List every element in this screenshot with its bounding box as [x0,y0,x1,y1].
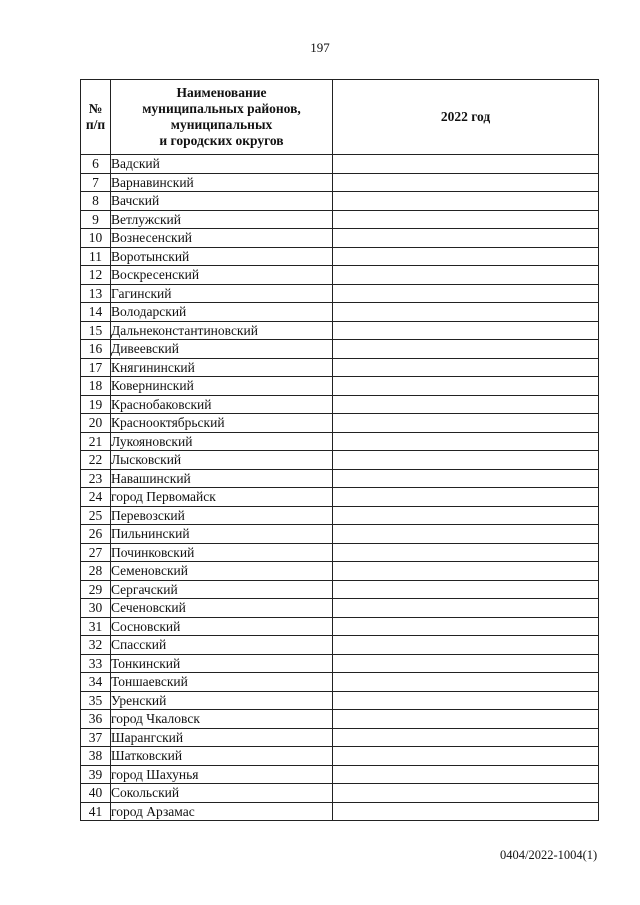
year-value [333,784,599,803]
table-row [81,765,599,784]
district-name: Сосновский [111,617,333,636]
year-value [333,728,599,747]
year-value [333,451,599,470]
district-name: Уренский [111,691,333,710]
year-value [333,173,599,192]
district-name: Воскресенский [111,266,333,285]
district-name: Семеновский [111,562,333,581]
row-number: 24 [81,488,111,507]
header-num [81,80,111,155]
district-name: Вадский [111,155,333,174]
header-name-line-3: муниципальных [170,117,273,132]
row-number: 7 [81,173,111,192]
row-number: 26 [81,525,111,544]
row-number: 34 [81,673,111,692]
district-name: город Первомайск [111,488,333,507]
year-value [333,506,599,525]
header-num-line-1: № [88,101,103,116]
district-name: Навашинский [111,469,333,488]
header-name-line-1: Наименование [176,85,267,100]
district-name: город Чкаловск [111,710,333,729]
row-number: 31 [81,617,111,636]
table-row [81,728,599,747]
row-number: 40 [81,784,111,803]
year-value [333,580,599,599]
district-name: Воротынский [111,247,333,266]
year-value [333,599,599,618]
row-number: 10 [81,229,111,248]
row-number: 15 [81,321,111,340]
year-value [333,673,599,692]
table-row [81,266,599,285]
district-name: Княгининский [111,358,333,377]
year-value [333,192,599,211]
year-value [333,617,599,636]
table-row [81,488,599,507]
header-name-line-2: муниципальных районов, [142,101,301,116]
row-number: 8 [81,192,111,211]
header-name-line-4: и городских округов [159,133,284,148]
year-value [333,710,599,729]
district-name: Лысковский [111,451,333,470]
district-name: Вачский [111,192,333,211]
page-number: 197 [310,40,330,55]
year-value [333,229,599,248]
district-name: Дальнеконстантиновский [111,321,333,340]
table-row [81,358,599,377]
row-number: 25 [81,506,111,525]
district-name: Перевозский [111,506,333,525]
table-row [81,673,599,692]
table-row [81,451,599,470]
districts-table [80,79,599,821]
row-number: 22 [81,451,111,470]
table-row [81,599,599,618]
table-row [81,691,599,710]
year-value [333,636,599,655]
district-name: Тоншаевский [111,673,333,692]
header-num-line-2: п/п [85,117,106,132]
row-number: 33 [81,654,111,673]
row-number: 11 [81,247,111,266]
table-row [81,432,599,451]
district-name: Володарский [111,303,333,322]
table-row [81,414,599,433]
district-name: Гагинский [111,284,333,303]
row-number: 39 [81,765,111,784]
row-number: 13 [81,284,111,303]
row-number: 38 [81,747,111,766]
table-body [81,155,599,821]
table-row [81,580,599,599]
table-row [81,802,599,821]
header-name [111,80,333,155]
district-name: Сокольский [111,784,333,803]
year-value [333,155,599,174]
table-row [81,636,599,655]
row-number: 9 [81,210,111,229]
table-row [81,321,599,340]
row-number: 37 [81,728,111,747]
district-name: Спасский [111,636,333,655]
row-number: 20 [81,414,111,433]
table-row [81,469,599,488]
table-row [81,155,599,174]
table-row [81,247,599,266]
table-row [81,506,599,525]
table-row [81,525,599,544]
table-row [81,710,599,729]
year-value [333,747,599,766]
year-value [333,765,599,784]
district-name: Сеченовский [111,599,333,618]
header-year: 2022 год [333,80,599,155]
table-row [81,784,599,803]
row-number: 27 [81,543,111,562]
row-number: 12 [81,266,111,285]
table-row [81,617,599,636]
year-value [333,395,599,414]
district-name: город Арзамас [111,802,333,821]
year-value [333,654,599,673]
year-value [333,321,599,340]
row-number: 41 [81,802,111,821]
row-number: 16 [81,340,111,359]
year-value [333,469,599,488]
table-row [81,340,599,359]
district-name: Шатковский [111,747,333,766]
year-value [333,562,599,581]
district-name: Тонкинский [111,654,333,673]
row-number: 6 [81,155,111,174]
district-name: Краснобаковский [111,395,333,414]
district-name: Дивеевский [111,340,333,359]
year-value [333,358,599,377]
year-value [333,340,599,359]
year-value [333,284,599,303]
year-value [333,432,599,451]
row-number: 30 [81,599,111,618]
row-number: 18 [81,377,111,396]
year-value [333,266,599,285]
row-number: 28 [81,562,111,581]
table-header-row [81,80,599,155]
row-number: 23 [81,469,111,488]
row-number: 32 [81,636,111,655]
row-number: 17 [81,358,111,377]
district-name: город Шахунья [111,765,333,784]
year-value [333,691,599,710]
district-name: Починковский [111,543,333,562]
row-number: 21 [81,432,111,451]
table-row [81,284,599,303]
table-row [81,303,599,322]
year-value [333,802,599,821]
district-name: Сергачский [111,580,333,599]
table-row [81,654,599,673]
table-row [81,210,599,229]
year-value [333,414,599,433]
table-row [81,395,599,414]
table-row [81,747,599,766]
row-number: 36 [81,710,111,729]
year-value [333,543,599,562]
year-value [333,377,599,396]
district-name: Вознесенский [111,229,333,248]
table-row [81,543,599,562]
district-name: Ветлужский [111,210,333,229]
district-name: Краснооктябрьский [111,414,333,433]
table-row [81,192,599,211]
row-number: 14 [81,303,111,322]
year-value [333,525,599,544]
year-value [333,210,599,229]
district-name: Пильнинский [111,525,333,544]
district-name: Ковернинский [111,377,333,396]
document-code: 0404/2022-1004(1) [500,848,598,862]
district-name: Варнавинский [111,173,333,192]
table-row [81,377,599,396]
year-value [333,303,599,322]
district-name: Шарангский [111,728,333,747]
row-number: 35 [81,691,111,710]
table-row [81,229,599,248]
table-row [81,173,599,192]
year-value [333,488,599,507]
district-name: Лукояновский [111,432,333,451]
row-number: 19 [81,395,111,414]
table-row [81,562,599,581]
row-number: 29 [81,580,111,599]
year-value [333,247,599,266]
